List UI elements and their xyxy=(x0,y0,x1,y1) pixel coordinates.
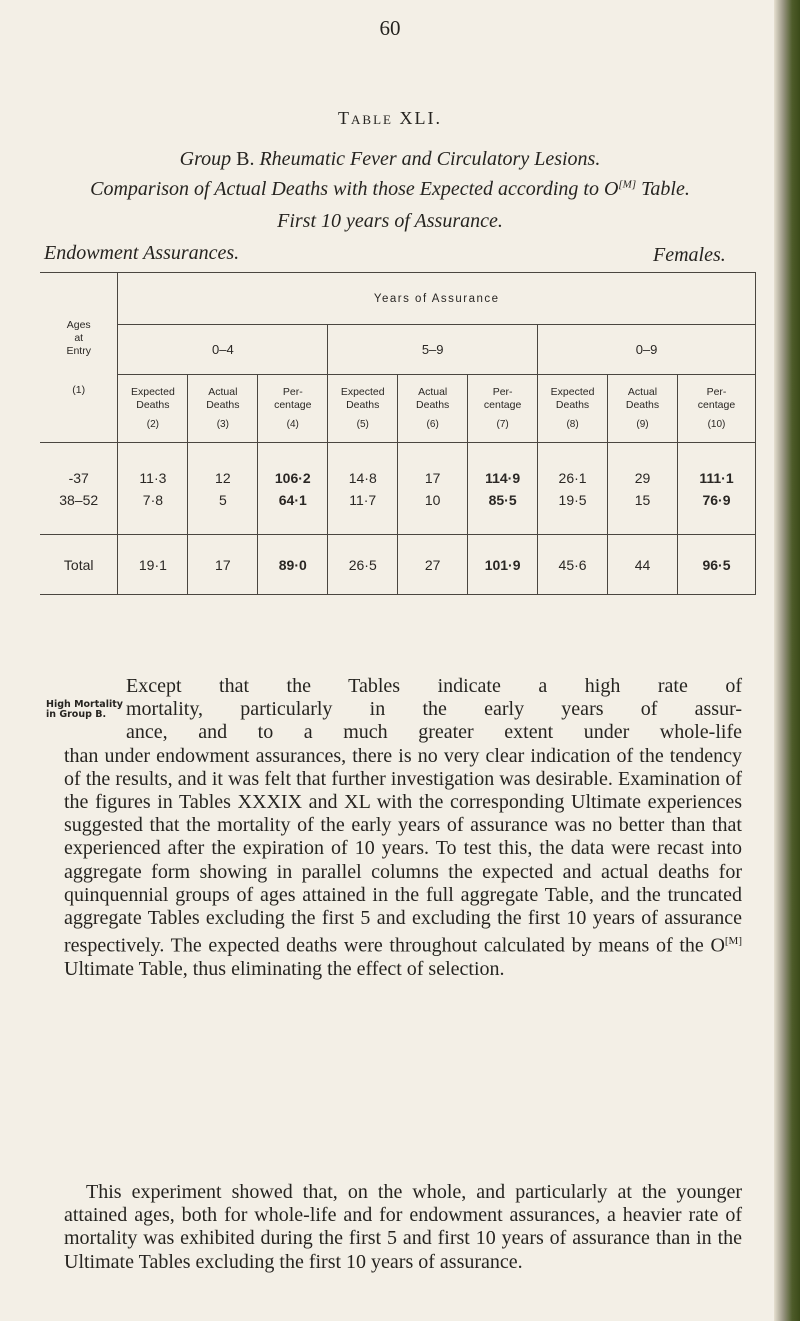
caption-line-2-b: Table. xyxy=(636,178,690,200)
paragraph-1-body: than under endowment assurances, there is no very clear indication of the tendency of the results, and it was felt that further investigation was desirable. Examination of the figures in Tables XXXIX and XL with the corresponding Ultimate experiences suggested that the mortality of the early years of assurance was no better than that experienced after the expiration of 10 years. To test this, the data were recast into aggregate form showing in parallel columns the expected and actual deaths for quinquennial groups of ages attained in the full aggregate Table, and the truncated aggregate Tables excluding the first 5 and excluding the first 10 years of assurance respectively. The expected deaths were throughout calculated by means of the O[M] Ultimate Table, thus eliminating the effect of selection. xyxy=(64,744,742,981)
subcol-header: Per- centage (7) xyxy=(468,375,538,443)
margin-note: High Mortality in Group B. xyxy=(46,699,123,720)
paragraph-1-line: mortality, particularly in the early years of assur- xyxy=(126,698,742,721)
value-cell: 14·8 11·7 xyxy=(328,443,398,535)
paragraph-1 xyxy=(64,675,742,981)
percentage-cell: 111·1 76·9 xyxy=(677,443,755,535)
caption-line-2 xyxy=(0,178,780,201)
value-cell: 11·3 7·8 xyxy=(118,443,188,535)
years-of-assurance-header: Years of Assurance xyxy=(118,273,756,325)
caption-group-title: Rheumatic Fever and Circulatory Lesions. xyxy=(259,148,601,170)
value-cell: 12 5 xyxy=(188,443,258,535)
percentage-cell: 114·9 85·5 xyxy=(468,443,538,535)
caption-line-2-a: Comparison of Actual Deaths with those Expected according to O xyxy=(90,178,619,200)
mortality-table xyxy=(40,272,756,595)
total-cell: 19·1 xyxy=(118,535,188,595)
value-cell: 29 15 xyxy=(608,443,678,535)
caption-group-word: Group xyxy=(179,148,232,170)
subcol-header: Expected Deaths (5) xyxy=(328,375,398,443)
subcol-header: Per- centage (4) xyxy=(258,375,328,443)
range-header-0-4: 0–4 xyxy=(118,325,328,375)
subcol-header: Actual Deaths (3) xyxy=(188,375,258,443)
total-percentage-cell: 101·9 xyxy=(468,535,538,595)
caption-group-letter: B. xyxy=(236,148,255,170)
paragraph-1-line: Except that the Tables indicate a high rate of xyxy=(126,675,742,697)
range-header-5-9: 5–9 xyxy=(328,325,538,375)
subcol-header: Actual Deaths (6) xyxy=(398,375,468,443)
value-cell: 26·1 19·5 xyxy=(538,443,608,535)
caption-line-3: First 10 years of Assurance. xyxy=(277,210,503,232)
total-cell: 45·6 xyxy=(538,535,608,595)
caption-left-label: Endowment Assurances. xyxy=(44,242,240,264)
total-cell: 26·5 xyxy=(328,535,398,595)
caption-right-label: Females. xyxy=(653,244,726,266)
range-header-0-9: 0–9 xyxy=(538,325,756,375)
paragraph-1-line: ance, and to a much greater extent under whole-life xyxy=(126,721,742,744)
subcol-header: Expected Deaths (2) xyxy=(118,375,188,443)
percentage-cell: 106·2 64·1 xyxy=(258,443,328,535)
value-cell: 17 10 xyxy=(398,443,468,535)
total-cell: 44 xyxy=(608,535,678,595)
caption-line-2-sup: [M] xyxy=(618,178,637,191)
ages-header: Ages at Entry (1) xyxy=(40,273,118,443)
total-cell: 27 xyxy=(398,535,468,595)
subcol-header: Per- centage (10) xyxy=(677,375,755,443)
subcol-header: Expected Deaths (8) xyxy=(538,375,608,443)
total-percentage-cell: 89·0 xyxy=(258,535,328,595)
caption-line-1 xyxy=(0,148,780,171)
ages-col-number: (1) xyxy=(72,383,86,396)
subcol-header: Actual Deaths (9) xyxy=(608,375,678,443)
table-title: Table XLI. xyxy=(338,108,442,128)
total-cell: 17 xyxy=(188,535,258,595)
total-label: Total xyxy=(40,535,118,595)
total-percentage-cell: 96·5 xyxy=(677,535,755,595)
page-number: 60 xyxy=(379,16,401,40)
ages-cell: -37 38–52 xyxy=(40,443,118,535)
paragraph-2: This experiment showed that, on the whole, and particularly at the younger attained ages, both for whole-life and for endowment assurances, a heavier rate of mortality was exhibited during the first 5 and first 10 years of assurance than in the Ultimate Tables excluding the first 10 years of assurance. xyxy=(64,1181,742,1273)
